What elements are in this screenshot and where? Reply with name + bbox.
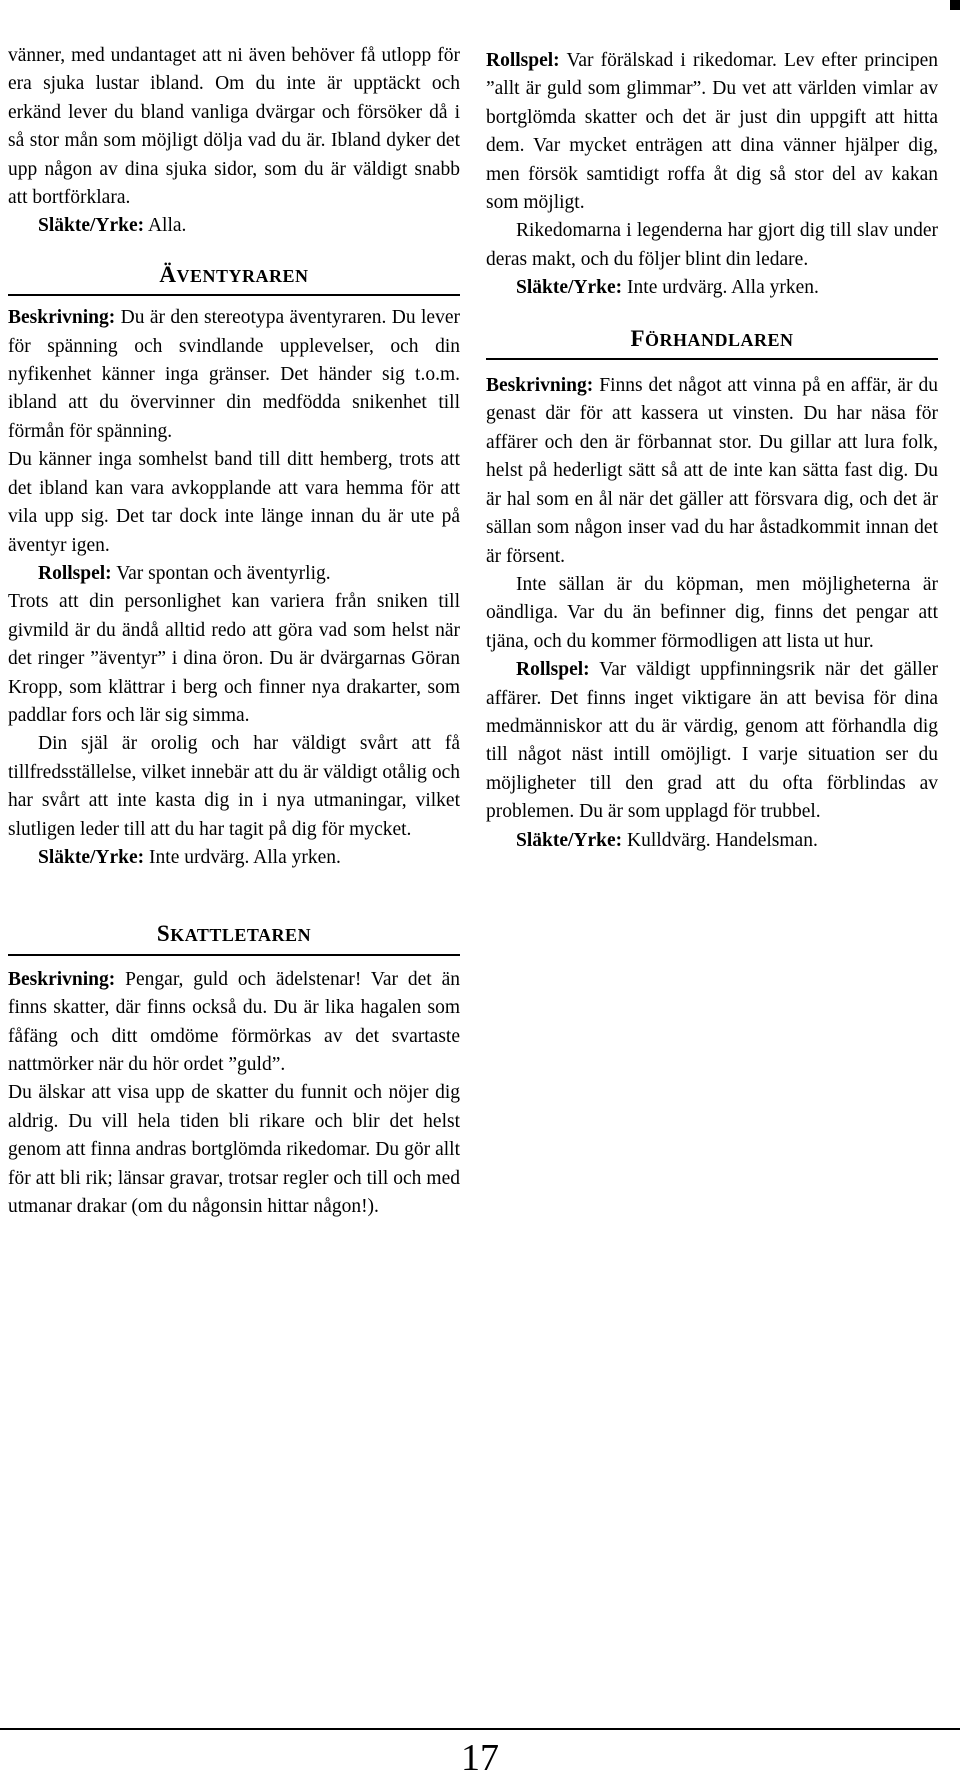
rollspel-text: Var förälskad i rikedomar. Lev efter principen ”allt är guld som glimmar”. Du vet att världen vimlar av bortglömda skatter och det är just din uppgift att hitta dem. Var mycket enträgen att dina vänner hjälper dig, men försök samtidigt roffa åt dig så stor del av kakan som möjligt. xyxy=(486,50,938,214)
description-label: Beskrivning: xyxy=(486,375,594,397)
slakte-label: Släkte/Yrke: xyxy=(38,215,145,237)
description-text: Finns det något att vinna på en affär, är du genast där för att kassera ut vinsten. Du har näsa för affärer och den är förbannat stor. Du gillar att lura folk, helst på hederligt sätt så att de inte kan sätta fast dig. Du är hal som en ål när det gäller att försvara dig, och det är sällan som någon inser vad du har åstadkommit innan det är försent. xyxy=(486,375,938,567)
section-heading-forhandlaren xyxy=(486,325,938,360)
slakte-label: Släkte/Yrke: xyxy=(516,277,623,299)
forhandlaren-slakte xyxy=(486,827,938,855)
description-text: Pengar, guld och ädelstenar! Var det än finns skatter, där finns också du. Du är lika hagalen som fåfäng och ditt omdöme förmörkas av det svartaste nattmörker när du hör ordet ”guld”. xyxy=(8,968,460,1075)
aventyraren-paragraph-3: Trots att din personlighet kan variera från sniken till givmild är du ändå alltid redo att göra vad som helst när det ringer ”äventyr” i dina öron. Du är dvärgarnas Göran Kropp, som klättrar i berg och finner nya drakarter, som paddlar fors och lär sig simma. xyxy=(8,591,460,726)
rollspel-label: Rollspel: xyxy=(38,562,112,584)
skattletaren-rollspel xyxy=(486,47,938,217)
forhandlaren-description xyxy=(486,372,938,571)
heading-rest: ÖRHANDLAREN xyxy=(645,329,794,350)
aventyraren-description xyxy=(8,304,460,446)
slakte-value: Inte urdvärg. Alla yrken. xyxy=(144,846,341,868)
skattletaren-slakte xyxy=(486,274,938,302)
rollspel-text: Var väldigt uppfinningsrik när det gäller affärer. Det finns inget viktigare än att bevisa för dina medmänniskor att du är värdig, genom att förhandla dig till något näst intill omöjligt. I varje situation ser du möjligheter till den grad att du ofta förblindas av problemen. Du är som upplagd för trubbel. xyxy=(486,659,938,823)
heading-rest: VENTYRAREN xyxy=(176,265,309,286)
slakte-value: Alla. xyxy=(144,215,187,237)
slakte-value: Kulldvärg. Handelsman. xyxy=(622,829,818,851)
page-number: 17 xyxy=(461,1737,499,1779)
skattletaren-paragraph-2: Du älskar att visa upp de skatter du funnit och nöjer dig aldrig. Du vill hela tiden bli rikare och blir det helst genom att finna andras bortglömda rikedomar. Du gör allt för att bli rik; länsar gravar, trotsar regler och till och med utmanar drakar (om du någonsin hittar någon!). xyxy=(8,1082,460,1218)
slakte-label: Släkte/Yrke: xyxy=(516,829,623,851)
skattletaren-paragraph-3: Rikedomarna i legenderna har gjort dig till slav under deras makt, och du följer blint din ledare. xyxy=(486,220,938,270)
rollspel-label: Rollspel: xyxy=(486,50,560,71)
rollspel-text: Var spontan och äventyrlig. xyxy=(111,562,331,584)
heading-initial: F xyxy=(630,325,646,351)
heading-initial: S xyxy=(156,921,171,947)
rollspel-label: Rollspel: xyxy=(516,659,590,681)
right-column xyxy=(486,47,938,855)
intro-slakte-line xyxy=(8,212,460,240)
skattletaren-description xyxy=(8,966,460,1080)
footer-rule xyxy=(0,1728,960,1730)
aventyraren-rollspel xyxy=(8,560,460,588)
slakte-label: Släkte/Yrke: xyxy=(38,846,145,868)
description-label: Beskrivning: xyxy=(8,968,116,990)
left-column xyxy=(8,42,460,1221)
heading-rest: KATTLETAREN xyxy=(170,925,312,946)
section-heading-aventyraren xyxy=(8,261,460,296)
description-label: Beskrivning: xyxy=(8,307,116,329)
description-text: Du är den stereotypa äventyraren. Du lever för spänning och svindlande upplevelser, och din nyfikenhet känner inga gränser. Det händer sig t.o.m. ibland att du övervinner din medfödda snikenhet till förmån för spänning. xyxy=(8,307,460,442)
slakte-value: Inte urdvärg. Alla yrken. xyxy=(622,277,819,299)
heading-initial: Ä xyxy=(159,261,177,287)
aventyraren-slakte xyxy=(8,844,460,872)
corner-mark xyxy=(950,0,960,10)
forhandlaren-paragraph-2: Inte sällan är du köpman, men möjligheterna är oändliga. Var du än befinner dig, finns det pengar att tjäna, och du kommer förmodligen att lista ut hur. xyxy=(486,573,938,652)
aventyraren-paragraph-4: Din själ är orolig och har väldigt svårt att få tillfredsställelse, vilket innebär att du är väldigt otålig och har svårt att inte kasta dig in i nya utmaningar, vilket slutligen leder till att du har tagit på dig för mycket. xyxy=(8,733,460,840)
aventyraren-paragraph-2: Du känner inga somhelst band till ditt hemberg, trots att det ibland kan vara avkopplande att vara hemma för att vila upp sig. Det tar dock inte länge innan du är ute på äventyr igen. xyxy=(8,449,460,556)
intro-paragraph: vänner, med undantaget att ni även behöver få utlopp för era sjuka lustar ibland. Om du inte är upptäckt och erkänd lever du bland vanliga dvärgar och försöker då i så stor mån som möjligt dölja vad du är. Ibland dyker det upp någon av dina sjuka sidor, som du är väldigt snabb att bortförklara. xyxy=(8,45,460,209)
section-heading-skattletaren xyxy=(8,920,460,955)
forhandlaren-rollspel xyxy=(486,656,938,826)
